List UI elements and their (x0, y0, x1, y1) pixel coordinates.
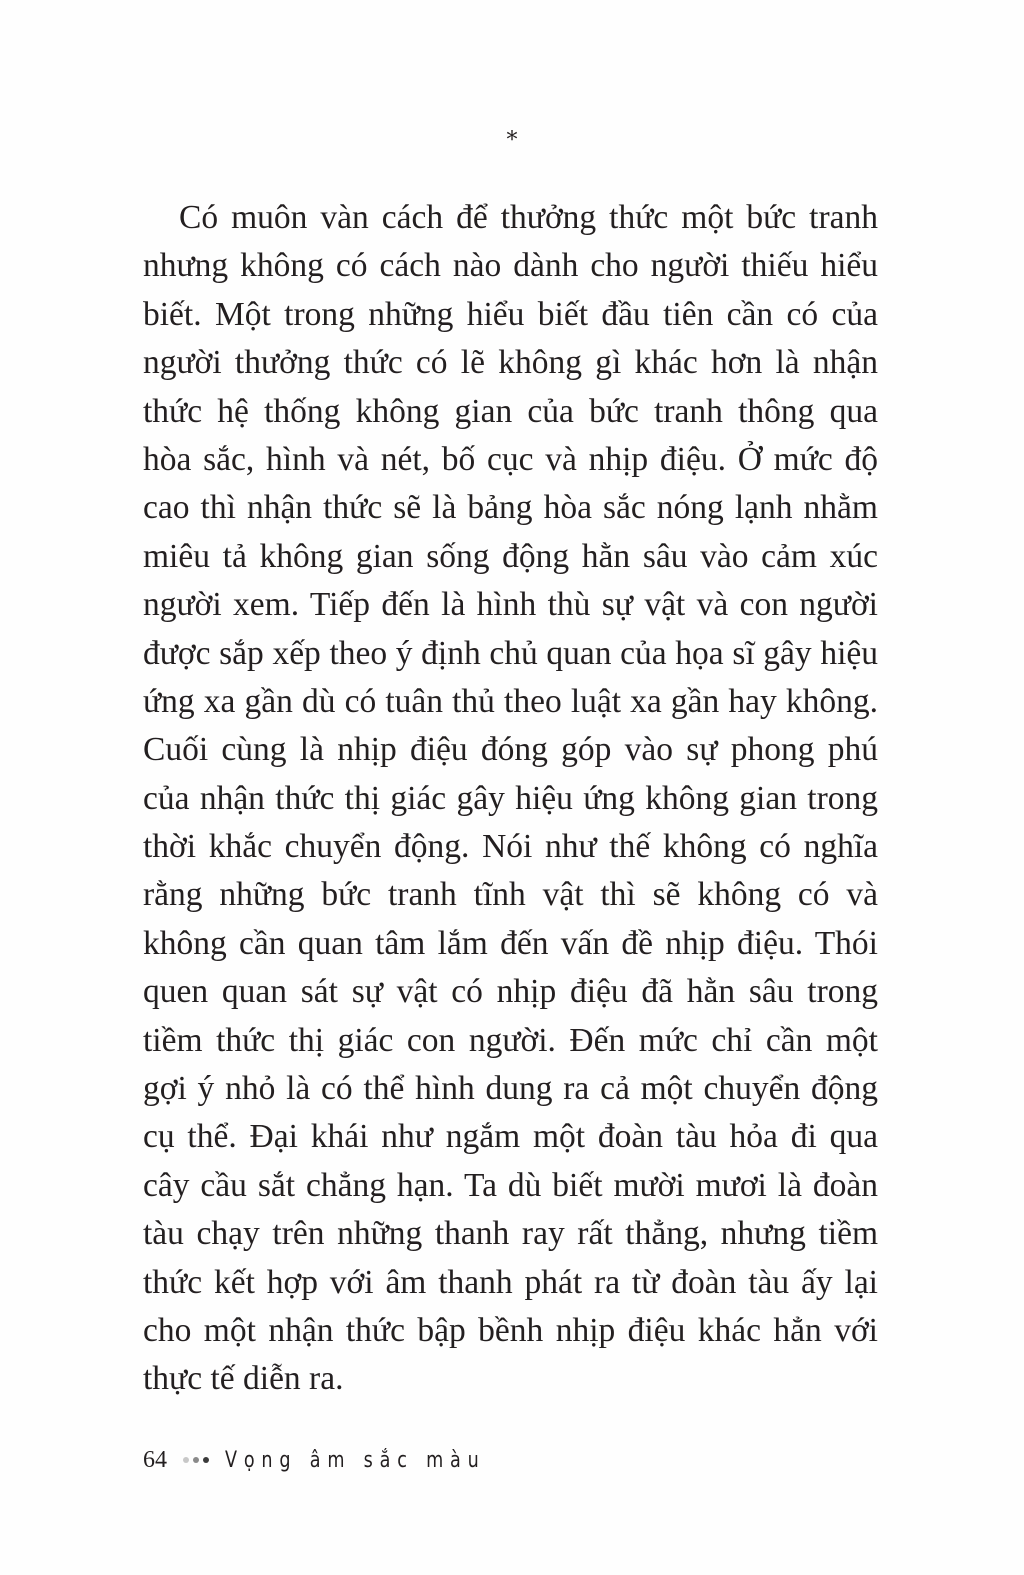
dot-icon (193, 1457, 199, 1463)
text-line: cho một nhận thức bập bềnh nhịp điệu khác hẳn với (143, 1311, 878, 1349)
text-line: người thưởng thức có lẽ không gì khác hơn là nhận (143, 344, 878, 382)
dot-icon (183, 1457, 189, 1463)
text-line: biết. Một trong những hiểu biết đầu tiên cần có của (143, 295, 878, 333)
text-line: cụ thể. Đại khái như ngắm một đoàn tàu hỏa đi qua (143, 1118, 878, 1156)
text-line: tiềm thức thị giác con người. Đến mức chỉ cần một (143, 1021, 878, 1059)
text-line: được sắp xếp theo ý định chủ quan của họa sĩ gây hiệu (143, 634, 878, 672)
text-line: nhưng không có cách nào dành cho người thiếu hiểu (143, 247, 878, 285)
text-line: thức kết hợp với âm thanh phát ra từ đoàn tàu ấy lại (143, 1263, 878, 1301)
footer-dots-ornament (183, 1457, 209, 1463)
text-line: miêu tả không gian sống động hằn sâu vào cảm xúc (143, 537, 878, 575)
page-number: 64 (143, 1446, 167, 1473)
text-line: cây cầu sắt chẳng hạn. Ta dù biết mười mươi là đoàn (143, 1166, 878, 1204)
text-line: thực tế diễn ra. (143, 1360, 344, 1398)
text-line: tàu chạy trên những thanh ray rất thẳng, nhưng tiềm (143, 1215, 878, 1253)
text-line: hòa sắc, hình và nét, bố cục và nhịp điệu. Ở mức độ (143, 440, 878, 478)
text-line: Có muôn vàn cách để thưởng thức một bức tranh (179, 199, 878, 236)
section-break-asterisk: * (506, 128, 518, 153)
text-line: gợi ý nhỏ là có thể hình dung ra cả một chuyển động (143, 1070, 878, 1108)
text-line: thời khắc chuyển động. Nói như thế không có nghĩa (143, 828, 878, 866)
page-footer (143, 1442, 551, 1478)
text-line: rằng những bức tranh tĩnh vật thì sẽ không có và (143, 876, 878, 914)
dot-icon (203, 1457, 209, 1463)
text-line: người xem. Tiếp đến là hình thù sự vật và con người (143, 586, 878, 624)
text-line: cao thì nhận thức sẽ là bảng hòa sắc nóng lạnh nhằm (143, 489, 878, 527)
text-line: quen quan sát sự vật có nhịp điệu đã hằn sâu trong (143, 973, 878, 1011)
text-line: của nhận thức thị giác gây hiệu ứng không gian trong (143, 779, 878, 817)
text-line: ứng xa gần dù có tuân thủ theo luật xa gần hay không. (143, 682, 878, 720)
text-line: thức hệ thống không gian của bức tranh thông qua (143, 392, 878, 430)
body-paragraph (143, 194, 878, 1404)
text-line: Cuối cùng là nhịp điệu đóng góp vào sự phong phú (143, 731, 878, 769)
running-title: Vọng âm sắc màu (225, 1447, 486, 1473)
text-line: không cần quan tâm lắm đến vấn đề nhịp điệu. Thói (143, 924, 878, 962)
